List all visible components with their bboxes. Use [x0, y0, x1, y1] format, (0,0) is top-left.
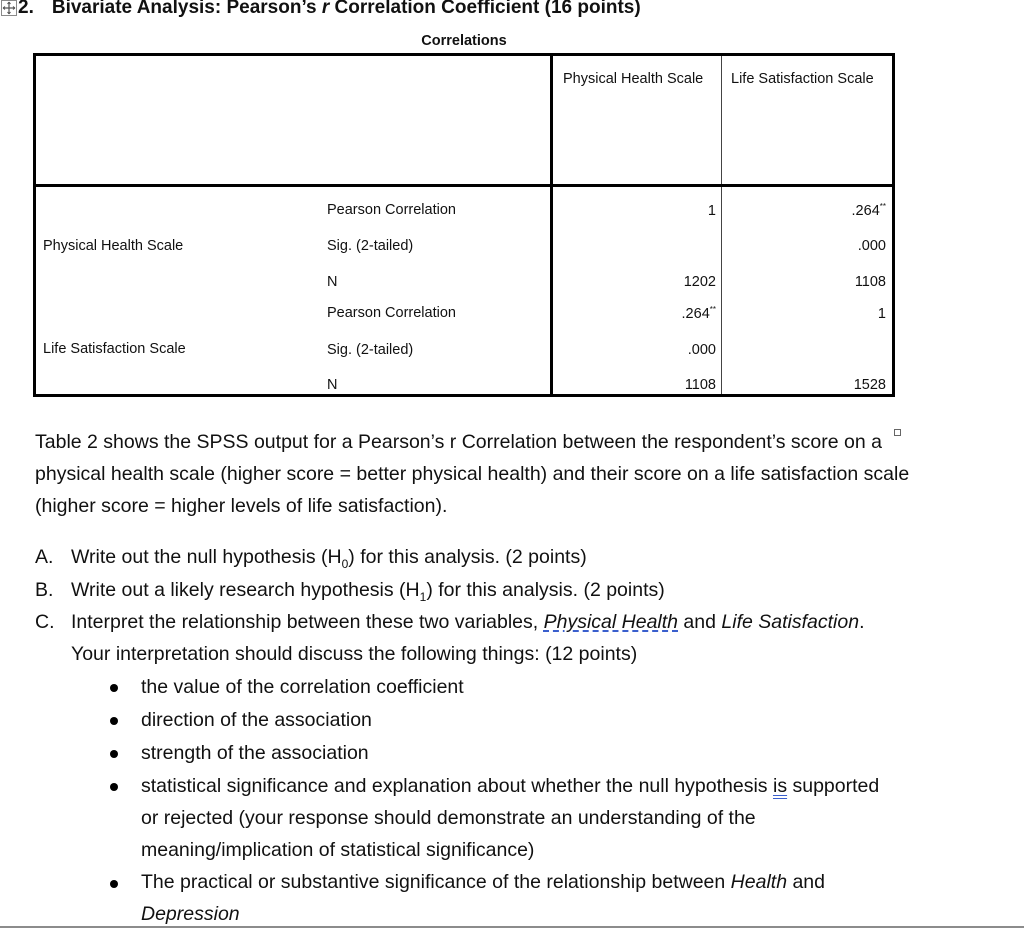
section-number: 2.: [18, 0, 34, 18]
row-variable-physical-health: Physical Health Scale: [43, 238, 184, 254]
bullet-dot: [110, 717, 118, 725]
table-cell: .264**: [851, 202, 886, 219]
stat-label: N: [327, 274, 338, 290]
question-letter: A.: [35, 546, 54, 568]
heading-title-prefix: Bivariate Analysis: Pearson’s: [51, 0, 322, 18]
bullet-item: statistical significance and explanation about whether the null hypothesis is supported: [141, 775, 880, 797]
bullet-item: direction of the association: [141, 709, 372, 731]
row-variable-life-satisfaction: Life Satisfaction Scale: [43, 341, 186, 357]
table-divider: [550, 56, 553, 394]
table-cell: .264**: [681, 305, 716, 322]
bullet-dot: [110, 684, 118, 692]
table-cell: 1202: [683, 274, 716, 290]
question-c-line2: Your interpretation should discuss the following things: (12 points): [71, 643, 638, 665]
question-text: Write out the null hypothesis $(H_0)$ for this analysis. (2 points): [71, 546, 587, 571]
grammar-flag-is: is: [772, 775, 788, 797]
bullet-dot: [110, 880, 118, 888]
question-letter: C.: [35, 611, 55, 633]
question-text: Write out a likely research hypothesis $(H_1)$ for this analysis. (2 points): [71, 579, 665, 604]
correlations-table: [33, 53, 895, 397]
table-cell: 1: [877, 305, 886, 322]
table-move-handle-icon[interactable]: [1, 0, 17, 16]
table-cell: .000: [857, 238, 886, 254]
var-physical-health: Physical Health: [543, 611, 679, 633]
table-cell: 1108: [854, 274, 886, 290]
bullet-item: The practical or substantive significance of the relationship between Health and: [141, 871, 825, 893]
bullet-item-cont: meaning/implication of statistical significance): [141, 839, 535, 861]
question-letter: B.: [35, 579, 54, 601]
intro-paragraph: Table 2 shows the SPSS output for a Pearson’s r Correlation between the respondent’s score on a physical health scale (higher score = better physical health) and their score on a life satisfaction scale (higher score = higher levels of life satisfaction).: [35, 431, 910, 517]
table-divider: [721, 56, 722, 394]
col-header-physical-health: Physical Health Scale: [563, 71, 704, 87]
heading-title-r: r: [321, 0, 330, 18]
stat-label: N: [327, 377, 338, 393]
stat-label: Sig. (2-tailed): [327, 342, 414, 358]
bullet-dot: [110, 783, 118, 791]
var-life-satisfaction: Life Satisfaction: [721, 611, 860, 633]
bullet-item-cont: Depression: [141, 903, 240, 925]
table-cell: 1528: [853, 377, 886, 393]
heading-title-suffix: Correlation Coefficient (16 points): [329, 0, 641, 18]
bullet-item: strength of the association: [141, 742, 369, 764]
question-text: Interpret the relationship between these two variables, Physical Health and Life Satisfaction.: [71, 611, 865, 633]
section-heading: [18, 0, 641, 19]
stat-label: Pearson Correlation: [327, 305, 456, 321]
bullet-item-cont: or rejected (your response should demonstrate an understanding of the: [141, 807, 756, 829]
page-bottom-rule: [0, 926, 1024, 928]
table-cell: .000: [687, 342, 716, 358]
bullet-dot: [110, 750, 118, 758]
table-cell: 1108: [684, 377, 716, 393]
col-header-life-satisfaction: Life Satisfaction Scale: [731, 71, 874, 87]
stat-label: Pearson Correlation: [327, 202, 456, 218]
table-divider: [36, 184, 892, 187]
table-title: Correlations: [421, 33, 507, 49]
table-cell: 1: [707, 202, 716, 219]
bullet-item: the value of the correlation coefficient: [141, 676, 464, 698]
stat-label: Sig. (2-tailed): [327, 238, 414, 254]
